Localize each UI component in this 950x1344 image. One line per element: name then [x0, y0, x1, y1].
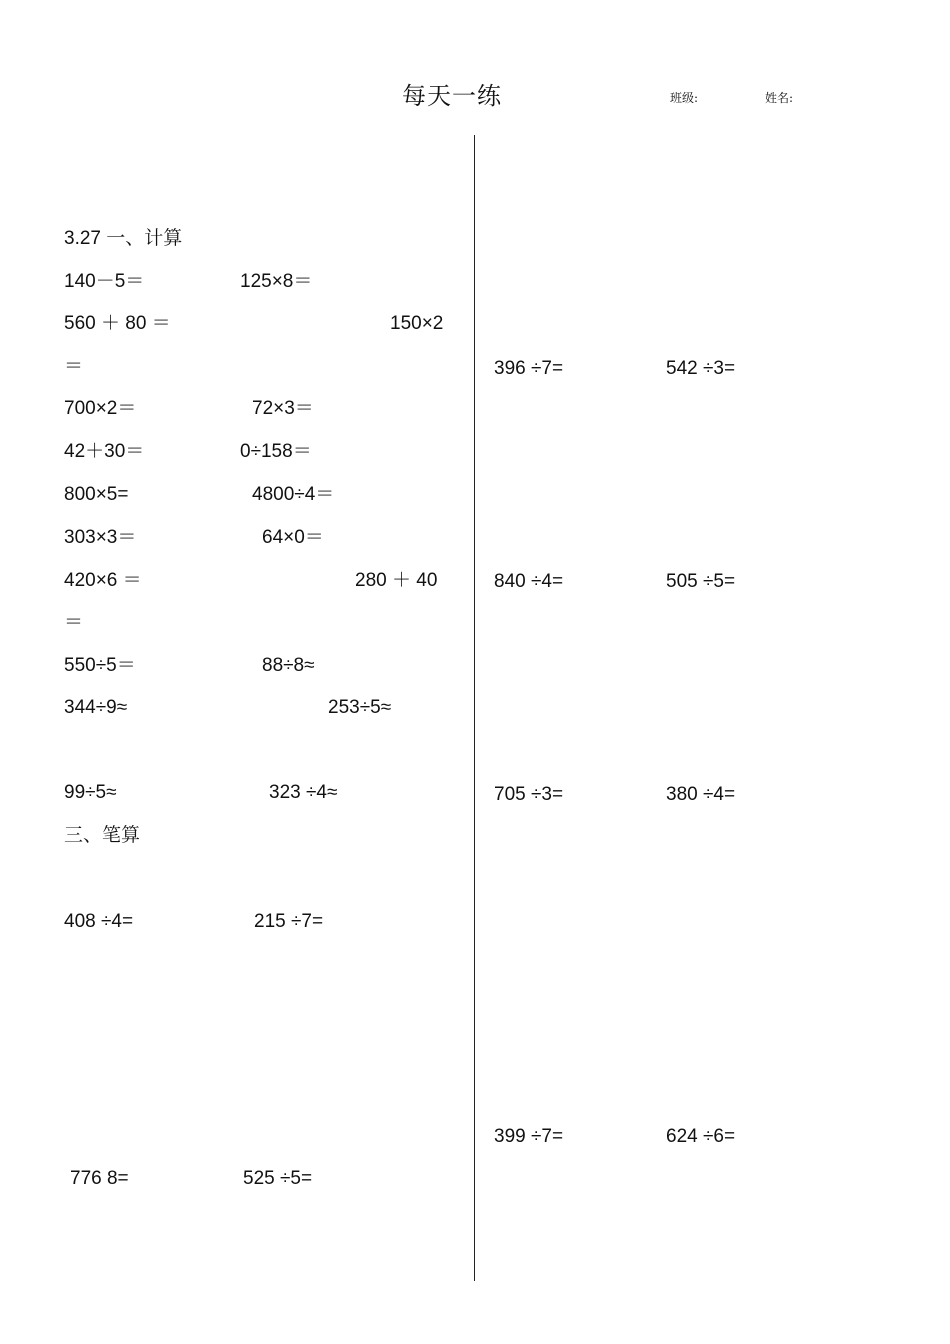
- problem-0-div-158: 0÷158＝: [240, 441, 312, 462]
- page-title: 每天一练: [402, 82, 502, 110]
- problem-700-times-2: 700×2＝: [64, 398, 137, 419]
- problem-303-times-3: 303×3＝: [64, 527, 137, 548]
- problem-280-plus-40-equals: ＝: [64, 612, 84, 633]
- section-1-title: 3.27 一、计算: [64, 228, 183, 249]
- problem-125-times-8: 125×8＝: [240, 271, 313, 292]
- written-776-div-8: 776 8=: [70, 1168, 129, 1189]
- written-380-div-4: 380 ÷4=: [666, 784, 736, 805]
- problem-88-div-8: 88÷8≈: [262, 655, 315, 676]
- written-525-div-5: 525 ÷5=: [243, 1168, 313, 1189]
- written-542-div-3: 542 ÷3=: [666, 358, 736, 379]
- problem-420-times-6: 420×6 ＝: [64, 570, 142, 591]
- problem-550-div-5: 550÷5＝: [64, 655, 136, 676]
- written-505-div-5: 505 ÷5=: [666, 571, 736, 592]
- problem-42-plus-30: 42＋30＝: [64, 441, 145, 462]
- name-label: 姓名:: [765, 91, 794, 105]
- written-396-div-7: 396 ÷7=: [494, 358, 564, 379]
- problem-253-div-5: 253÷5≈: [328, 697, 392, 718]
- problem-560-plus-80: 560 ＋ 80 ＝: [64, 313, 171, 334]
- written-624-div-6: 624 ÷6=: [666, 1126, 736, 1147]
- problem-150-times-2: 150×2: [390, 313, 444, 334]
- problem-323-div-4: 323 ÷4≈: [269, 782, 338, 803]
- problem-280-plus-40: 280 ＋ 40: [355, 570, 438, 591]
- problem-64-times-0: 64×0＝: [262, 527, 324, 548]
- written-399-div-7: 399 ÷7=: [494, 1126, 564, 1147]
- written-408-div-4: 408 ÷4=: [64, 911, 134, 932]
- problem-800-times-5: 800×5=: [64, 484, 129, 505]
- problem-99-div-5: 99÷5≈: [64, 782, 117, 803]
- written-705-div-3: 705 ÷3=: [494, 784, 564, 805]
- class-label: 班级:: [670, 91, 699, 105]
- written-215-div-7: 215 ÷7=: [254, 911, 324, 932]
- column-divider: [474, 135, 475, 1281]
- problem-140-minus-5: 140－5＝: [64, 271, 145, 292]
- problem-344-div-9: 344÷9≈: [64, 697, 128, 718]
- problem-72-times-3: 72×3＝: [252, 398, 314, 419]
- section-3-title: 三、笔算: [64, 825, 141, 846]
- written-840-div-4: 840 ÷4=: [494, 571, 564, 592]
- problem-4800-div-4: 4800÷4＝: [252, 484, 335, 505]
- problem-150-times-2-equals: ＝: [64, 356, 84, 377]
